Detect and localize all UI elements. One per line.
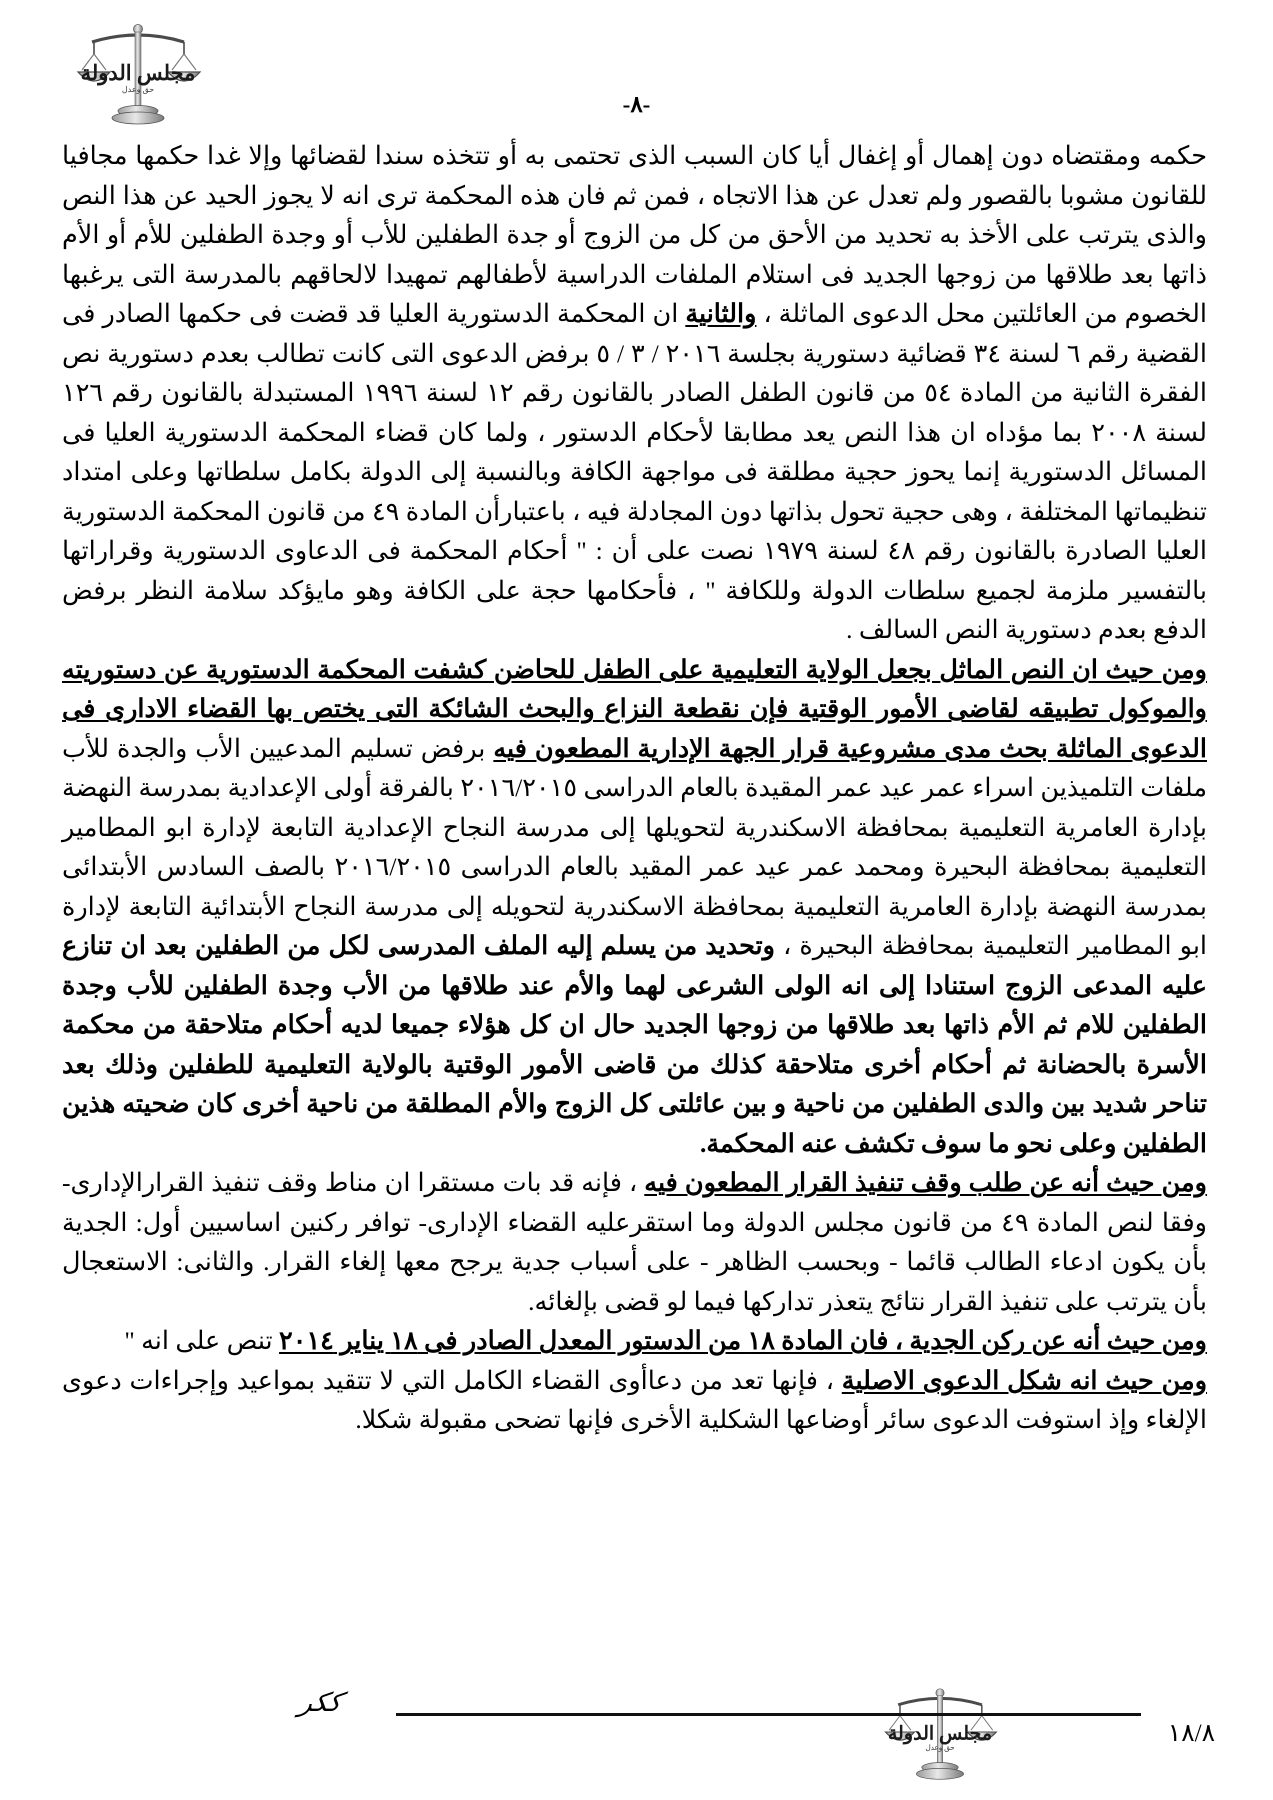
footer-divider-rule <box>396 1713 1141 1716</box>
p4-seg-0-emphasis: ومن حيث أنه عن ركن الجدية ، فان المادة ١٨ من الدستور المعدل الصادر فى ١٨ يناير ٢٠١٤ <box>279 1326 1207 1355</box>
footer-page-number: ١٨/٨ <box>1167 1720 1215 1747</box>
p2-seg-0-emphasis: ومن حيث ان النص الماثل بجعل الولاية التعليمية على الطفل للحاضن كشفت المحكمة الدستورية عن دستوريته والموكول تطبيقه لقاضى الأمور الوقتية فإن نقطعة النزاع والبحث الشائكة التى يختص بها القضاء الادارى فى الدعوى الماثلة بحث مدى مشروعية قرار الجهة الإدارية المطعون فيه <box>62 654 1207 763</box>
svg-text:حق وعدل: حق وعدل <box>121 85 155 94</box>
p1-seg-0: حكمه ومقتضاه دون إهمال أو إغفال أيا كان السبب الذى تحتمى به أو تتخذه سندا لقضائها وإلا غدا حكمها مجافيا للقانون مشوبا بالقصور ولم تعدل عن هذا الاتجاه ، فمن ثم فان هذه المحكمة ترى انه لا يجوز الحيد عن هذا النص والذى يترتب على الأخذ به تحديد من الأحق من كل من الزوج أو جدة الطفلين للأب أو وجدة الطفلين للأم أو الأم ذاتها بعد طلاقها من زوجها الجديد فى استلام الملفات الدراسية لأطفالهم تمهيدا لالحاقهم بالمدرسة التى يرغبها الخصوم من العائلتين محل الدعوى الماثلة ، <box>62 141 1207 328</box>
p1-seg-1-emphasis: والثانية <box>685 299 757 328</box>
svg-text:مجلس الدولة: مجلس الدولة <box>80 61 196 85</box>
paragraph-4 <box>62 1321 1207 1361</box>
paragraph-5 <box>62 1361 1207 1440</box>
paragraph-3 <box>62 1163 1207 1321</box>
page-number-marker: -٨- <box>622 92 651 117</box>
paragraph-1 <box>62 136 1207 650</box>
p2-seg-2-emphasis: وتحديد من يسلم إليه الملف المدرسى لكل من الطفلين بعد ان تنازع عليه المدعى الزوج استنادا إلى انه الولى الشرعى لهما والأم عند طلاقها من الأب وجدة الطفلين للأب وجدة الطفلين للام ثم الأم ذاتها بعد طلاقها من زوجها الجديد حال ان كل هؤلاء جميعا لديه أحكام متلاحقة من محكمة الأسرة بالحضانة ثم أحكام أخرى متلاحقة كذلك من قاضى الأمور الوقتية بالولاية التعليمية للطفلين وذلك بعد تناحر شديد بين والدى الطفلين من ناحية و بين عائلتى كل الزوج والأم المطلقة من ناحية أخرى كان ضحيته هذين الطفلين وعلى نحو ما سوف تكشف عنه المحكمة. <box>62 931 1207 1158</box>
p3-seg-0-emphasis: ومن حيث أنه عن طلب وقف تنفيذ القرار المطعون فيه <box>644 1168 1208 1197</box>
svg-text:حق وعدل: حق وعدل <box>925 1744 955 1753</box>
handwritten-signature: ككر <box>297 1688 345 1717</box>
svg-text:مجلس الدولة: مجلس الدولة <box>887 1723 993 1745</box>
scales-of-justice-logo-footer-icon <box>880 1682 1000 1782</box>
p3-seg-1: ، فإنه قد بات مستقرا ان مناط وقف تنفيذ القرارالإدارى- وفقا لنص المادة ٤٩ من قانون مجلس الدولة وما استقرعليه القضاء الإدارى- توافر ركنين اساسيين أول: الجدية بأن يكون ادعاء الطالب قائما - وبحسب الظاهر - على أسباب جدية يرجح معها إلغاء القرار. والثانى: الاستعجال بأن يترتب على تنفيذ القرار نتائج يتعذر تداركها فيما لو قضى بإلغائه. <box>62 1168 1207 1316</box>
p5-seg-1: ، فإنها تعد من دعاأوى القضاء الكامل التي لا تتقيد بمواعيد وإجراءات دعوى الإلغاء وإذ استوفت الدعوى سائر أوضاعها الشكلية الأخرى فإنها تضحى مقبولة شكلا. <box>62 1365 1207 1434</box>
document-body <box>62 136 1207 1440</box>
p1-seg-2: ان المحكمة الدستورية العليا قد قضت فى حكمها الصادر فى القضية رقم ٦ لسنة ٣٤ قضائية دستورية بجلسة ٢٠١٦ / ٣ / ٥ برفض الدعوى التى كانت تطالب بعدم دستورية نص الفقرة الثانية من المادة ٥٤ من قانون الطفل الصادر بالقانون رقم ١٢ لسنة ١٩٩٦ المستبدلة بالقانون رقم ١٢٦ لسنة ٢٠٠٨ بما مؤداه ان هذا النص يعد مطابقا لأحكام الدستور ، ولما كان قضاء المحكمة الدستورية العليا فى المسائل الدستورية إنما يحوز حجية مطلقة فى مواجهة الكافة وبالنسبة إلى الدولة بكامل سلطاتها وعلى امتداد تنظيماتها المختلفة ، وهى حجية تحول بذاتها دون المجادلة فيه ، باعتبارأن المادة ٤٩ من قانون المحكمة الدستورية العليا الصادرة بالقانون رقم ٤٨ لسنة ١٩٧٩ نصت على أن : " أحكام المحكمة فى الدعاوى الدستورية وقراراتها بالتفسير ملزمة لجميع سلطات الدولة وللكافة " ، فأحكامها حجة على الكافة وهو مايؤكد سلامة النظر برفض الدفع بعدم دستورية النص السالف . <box>62 299 1208 644</box>
p4-seg-1: تنص على انه " <box>124 1326 280 1355</box>
p2-seg-1: برفض تسليم المدعيين الأب والجدة للأب ملفات التلميذين اسراء عمر عيد عمر المقيدة بالعام الدراسى ٢٠١٦/٢٠١٥ بالفرقة أولى الإعدادية بمدرسة النهضة بإدارة العامرية التعليمية بمحافظة الاسكندرية لتحويلها إلى مدرسة النجاح الإعدادية التابعة لإدارة ابو المطامير التعليمية بمحافظة البحيرة ومحمد عمر عيد عمر المقيد بالعام الدراسى ٢٠١٦/٢٠١٥ بالصف السادس الأبتدائى بمدرسة النهضة بإدارة العامرية التعليمية بمحافظة الاسكندرية لتحويله إلى مدرسة النجاح الأبتدائية التابعة لإدارة ابو المطامير التعليمية بمحافظة البحيرة ، <box>62 733 1208 960</box>
p5-seg-0-emphasis: ومن حيث انه شكل الدعوى الاصلية <box>841 1365 1208 1395</box>
page-header <box>0 0 1273 132</box>
paragraph-2 <box>62 650 1207 1164</box>
